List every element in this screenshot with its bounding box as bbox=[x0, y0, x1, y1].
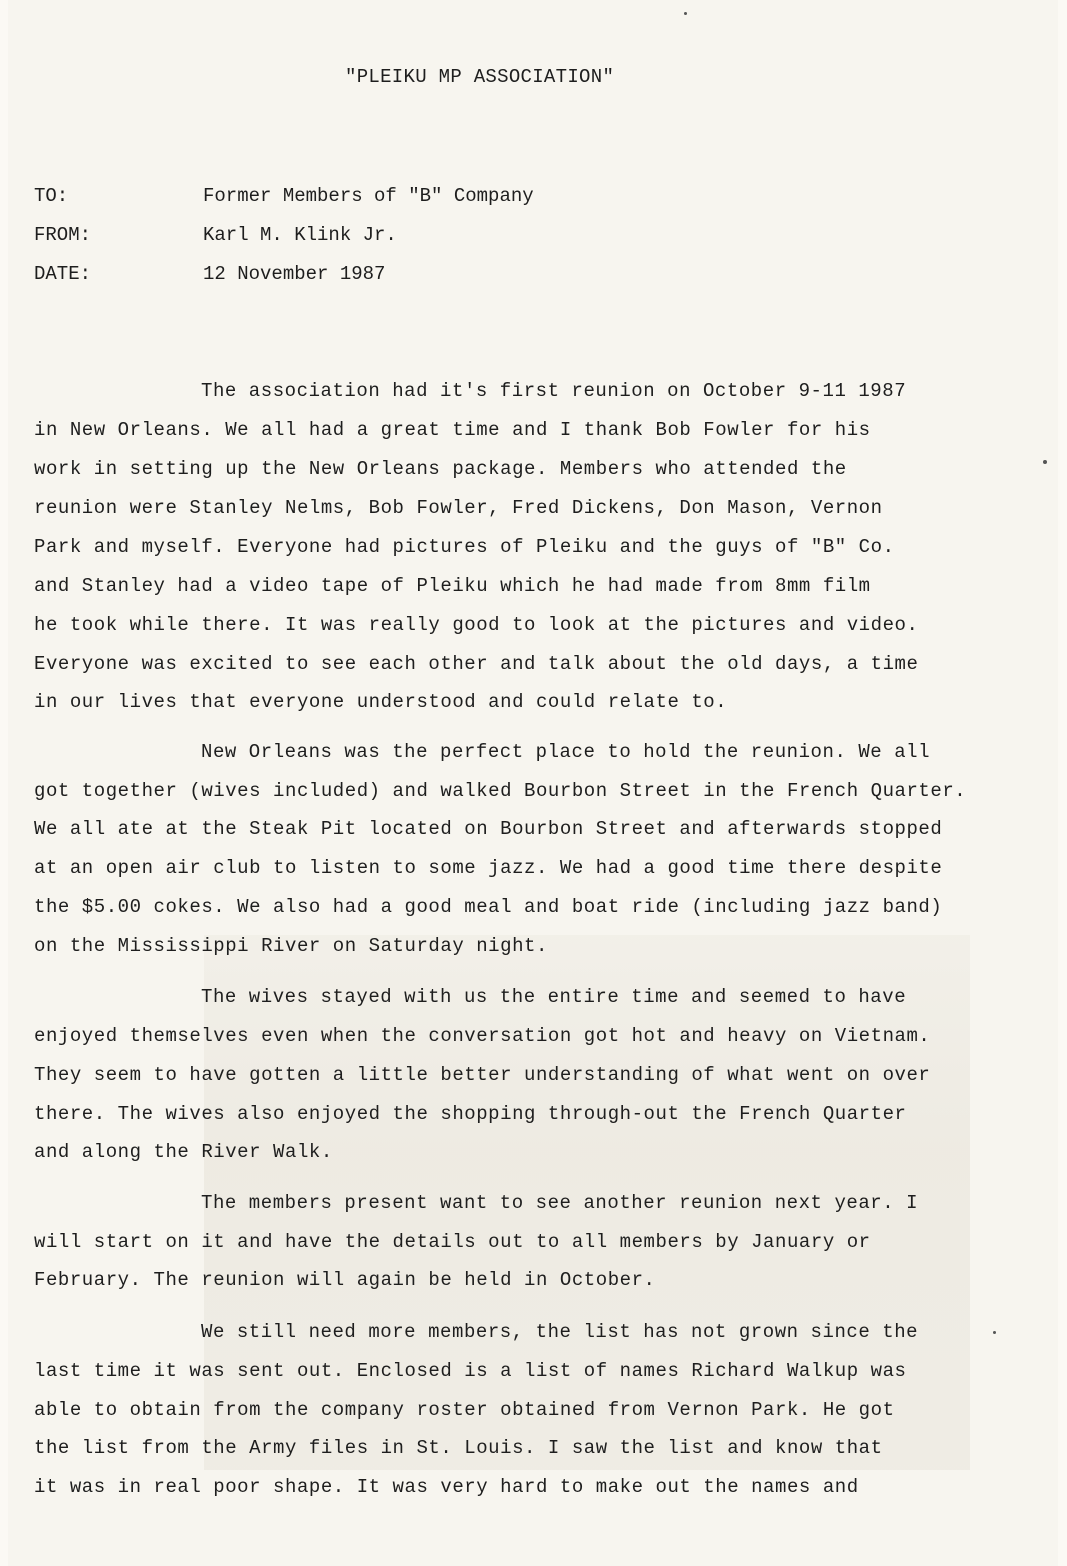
paragraph-1-line: in our lives that everyone understood and could relate to. bbox=[34, 691, 728, 713]
paragraph-3-line: They seem to have gotten a little better understanding of what went on over bbox=[34, 1064, 931, 1086]
paragraph-2-line: New Orleans was the perfect place to hold the reunion. We all bbox=[201, 741, 931, 763]
paragraph-4-line: February. The reunion will again be held in October. bbox=[34, 1269, 656, 1291]
date-value: 12 November 1987 bbox=[203, 263, 386, 285]
paragraph-4-line: will start on it and have the details out to all members by January or bbox=[34, 1231, 871, 1253]
paragraph-1-line: in New Orleans. We all had a great time and I thank Bob Fowler for his bbox=[34, 419, 871, 441]
document-title: "PLEIKU MP ASSOCIATION" bbox=[345, 66, 615, 88]
paragraph-1-line: work in setting up the New Orleans package. Members who attended the bbox=[34, 458, 847, 480]
paragraph-5-line: We still need more members, the list has not grown since the bbox=[201, 1321, 919, 1343]
paragraph-5-line: able to obtain from the company roster obtained from Vernon Park. He got bbox=[34, 1399, 895, 1421]
from-label: FROM: bbox=[34, 224, 92, 246]
paragraph-2-line: the $5.00 cokes. We also had a good meal and boat ride (including jazz band) bbox=[34, 896, 943, 918]
paragraph-4-line: The members present want to see another reunion next year. I bbox=[201, 1192, 919, 1214]
paragraph-2-line: at an open air club to listen to some jazz. We had a good time there despite bbox=[34, 857, 943, 879]
paragraph-5-line: the list from the Army files in St. Louis. I saw the list and know that bbox=[34, 1437, 883, 1459]
paragraph-1-line: he took while there. It was really good to look at the pictures and video. bbox=[34, 614, 919, 636]
paragraph-1-line: Everyone was excited to see each other and talk about the old days, a time bbox=[34, 653, 919, 675]
paragraph-1-line: and Stanley had a video tape of Pleiku which he had made from 8mm film bbox=[34, 575, 871, 597]
paragraph-2-line: got together (wives included) and walked Bourbon Street in the French Quarter. bbox=[34, 780, 967, 802]
scan-speck bbox=[1043, 460, 1047, 464]
from-value: Karl M. Klink Jr. bbox=[203, 224, 397, 246]
to-value: Former Members of "B" Company bbox=[203, 185, 534, 207]
paragraph-2-line: on the Mississippi River on Saturday night. bbox=[34, 935, 548, 957]
scan-speck bbox=[993, 1331, 996, 1334]
paragraph-1-line: reunion were Stanley Nelms, Bob Fowler, Fred Dickens, Don Mason, Vernon bbox=[34, 497, 883, 519]
paragraph-5-line: it was in real poor shape. It was very hard to make out the names and bbox=[34, 1476, 859, 1498]
paragraph-3-line: and along the River Walk. bbox=[34, 1141, 333, 1163]
scan-speck bbox=[684, 12, 687, 15]
to-label: TO: bbox=[34, 185, 69, 207]
paragraph-3-line: The wives stayed with us the entire time and seemed to have bbox=[201, 986, 907, 1008]
paragraph-3-line: there. The wives also enjoyed the shopping through-out the French Quarter bbox=[34, 1103, 907, 1125]
paragraph-1-line: The association had it's first reunion on October 9-11 1987 bbox=[201, 380, 907, 402]
paragraph-1-line: Park and myself. Everyone had pictures of Pleiku and the guys of "B" Co. bbox=[34, 536, 895, 558]
paragraph-2-line: We all ate at the Steak Pit located on Bourbon Street and afterwards stopped bbox=[34, 818, 943, 840]
date-label: DATE: bbox=[34, 263, 92, 285]
paragraph-3-line: enjoyed themselves even when the conversation got hot and heavy on Vietnam. bbox=[34, 1025, 931, 1047]
paragraph-5-line: last time it was sent out. Enclosed is a list of names Richard Walkup was bbox=[34, 1360, 907, 1382]
